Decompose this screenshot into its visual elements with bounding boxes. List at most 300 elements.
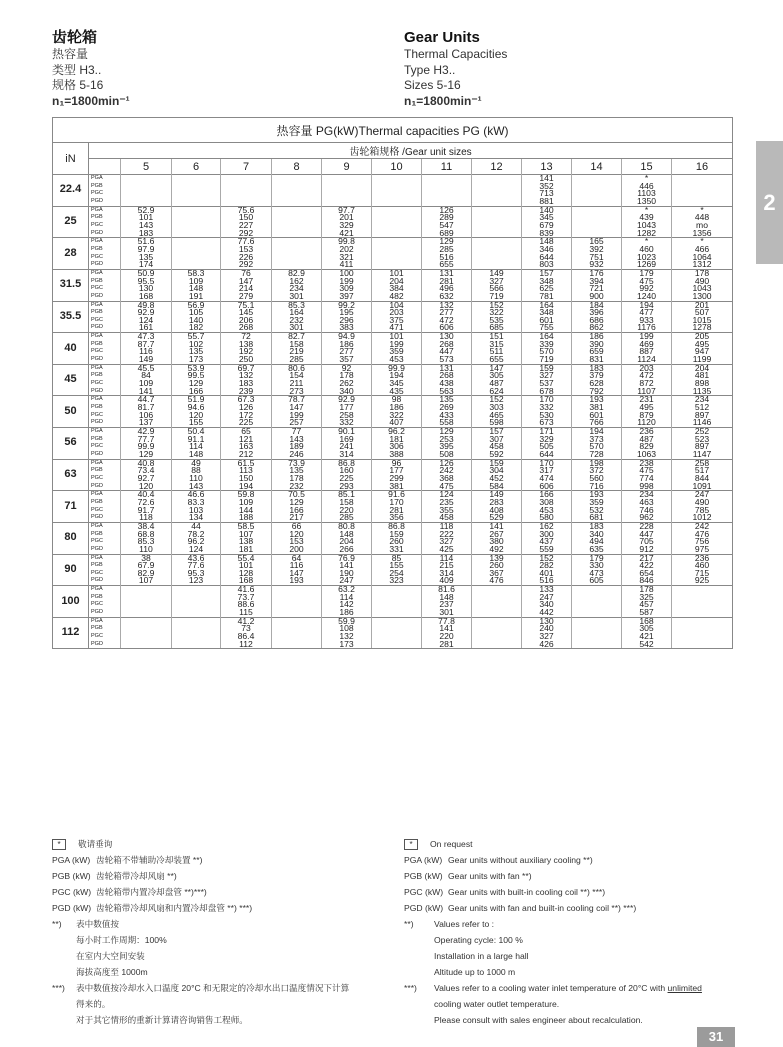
value-cell: 203 xyxy=(372,309,422,317)
value-cell: 77.8 xyxy=(422,617,472,625)
table-row xyxy=(53,451,733,459)
value-cell: 132 xyxy=(322,633,372,641)
value-cell: 194 xyxy=(622,301,672,309)
table-row xyxy=(53,214,733,222)
value-cell: 126 xyxy=(422,459,472,467)
legend-value: 齿轮箱带冷却风扇 **) xyxy=(96,871,177,881)
value-cell: 144 xyxy=(221,507,272,515)
value-cell: 304 xyxy=(472,467,522,475)
value-cell: 141 xyxy=(472,522,522,530)
ratio-cell: 50 xyxy=(53,396,89,428)
value-cell: 142 xyxy=(322,601,372,609)
value-cell: 321 xyxy=(322,254,372,262)
value-cell: 109 xyxy=(221,499,272,507)
table-row xyxy=(53,317,733,325)
capacity-type-label: PGA xyxy=(89,333,121,341)
value-cell xyxy=(372,175,422,183)
value-cell: 73.9 xyxy=(272,459,322,467)
value-cell: 168 xyxy=(121,293,172,301)
value-cell: 254 xyxy=(372,570,422,578)
value-cell: 705 xyxy=(622,538,672,546)
value-cell: 457 xyxy=(622,601,672,609)
value-cell: 168 xyxy=(622,617,672,625)
value-cell: 179 xyxy=(622,269,672,277)
table-row xyxy=(53,309,733,317)
table-row xyxy=(53,333,733,341)
value-cell: 182 xyxy=(172,324,221,332)
value-cell: 644 xyxy=(522,451,572,459)
ratio-cell: 25 xyxy=(53,206,89,238)
value-cell: 238 xyxy=(622,459,672,467)
size-header: 6 xyxy=(172,159,221,175)
value-cell xyxy=(572,206,622,214)
size-header: 9 xyxy=(322,159,372,175)
value-cell: 96.2 xyxy=(172,538,221,546)
value-cell: 181 xyxy=(372,436,422,444)
value-cell xyxy=(572,609,622,617)
value-cell: 85.3 xyxy=(272,301,322,309)
value-cell: 141 xyxy=(522,175,572,183)
value-cell: 77.7 xyxy=(121,436,172,444)
capacity-type-label: PGD xyxy=(89,641,121,649)
capacity-type-label: PGC xyxy=(89,222,121,230)
value-cell xyxy=(372,625,422,633)
value-cell: 80.8 xyxy=(322,522,372,530)
value-cell: 83.3 xyxy=(172,499,221,507)
value-cell: 285 xyxy=(272,356,322,364)
value-cell: 231 xyxy=(622,396,672,404)
value-cell xyxy=(172,246,221,254)
value-cell: 323 xyxy=(372,577,422,585)
value-cell: 178 xyxy=(272,475,322,483)
value-cell: 65 xyxy=(221,428,272,436)
value-cell: 992 xyxy=(622,285,672,293)
value-cell: 220 xyxy=(422,633,472,641)
value-cell: 141 xyxy=(422,625,472,633)
table-row xyxy=(53,419,733,427)
value-cell: 673 xyxy=(522,419,572,427)
value-cell: 107 xyxy=(121,577,172,585)
value-cell: 215 xyxy=(422,562,472,570)
value-cell: 494 xyxy=(572,538,622,546)
value-cell: 348 xyxy=(522,278,572,286)
value-cell: 97.7 xyxy=(322,206,372,214)
value-cell: 1063 xyxy=(622,451,672,459)
value-cell xyxy=(172,594,221,602)
capacity-type-label: PGC xyxy=(89,190,121,198)
value-cell xyxy=(372,190,422,198)
ratio-cell: 80 xyxy=(53,522,89,554)
capacity-type-label: PGA xyxy=(89,396,121,404)
value-cell: 107 xyxy=(221,531,272,539)
table-row xyxy=(53,522,733,530)
value-cell: 102 xyxy=(172,341,221,349)
capacity-type-label: PGB xyxy=(89,372,121,380)
note-text: Values refer to a cooling water inlet temperature of 20°C with xyxy=(434,983,668,993)
value-cell: * xyxy=(672,206,733,214)
value-cell: 194 xyxy=(372,372,422,380)
table-caption: 热容量 PG(kW)Thermal capacities PG (kW) xyxy=(53,118,733,143)
value-cell: 340 xyxy=(322,388,372,396)
value-cell xyxy=(572,198,622,206)
value-cell: 145 xyxy=(221,309,272,317)
table-row xyxy=(53,388,733,396)
value-cell: 469 xyxy=(622,341,672,349)
value-cell: 315 xyxy=(472,341,522,349)
value-cell: 203 xyxy=(622,364,672,372)
ratio-cell: 63 xyxy=(53,459,89,491)
value-cell: 277 xyxy=(422,309,472,317)
value-cell: 194 xyxy=(221,483,272,491)
value-cell: 831 xyxy=(572,356,622,364)
value-cell: 381 xyxy=(572,404,622,412)
value-cell: 52.9 xyxy=(121,206,172,214)
legend-key: PGB (kW) xyxy=(404,871,443,881)
value-cell: 1015 xyxy=(672,317,733,325)
value-cell: 303 xyxy=(472,404,522,412)
value-cell: 912 xyxy=(622,546,672,554)
value-cell xyxy=(472,222,522,230)
value-cell: 135 xyxy=(121,254,172,262)
value-cell: 139 xyxy=(472,554,522,562)
value-cell xyxy=(372,206,422,214)
value-cell: 679 xyxy=(522,222,572,230)
value-cell: 327 xyxy=(472,278,522,286)
value-cell: 601 xyxy=(572,412,622,420)
value-cell xyxy=(372,230,422,238)
value-cell: 112 xyxy=(221,641,272,649)
value-cell: 331 xyxy=(372,546,422,554)
value-cell: 458 xyxy=(422,514,472,522)
value-cell: 104 xyxy=(372,301,422,309)
value-cell: 110 xyxy=(172,475,221,483)
value-cell: 755 xyxy=(522,324,572,332)
value-cell: 719 xyxy=(472,293,522,301)
value-cell: 1356 xyxy=(672,230,733,238)
legend-english xyxy=(404,836,702,1028)
capacity-type-label: PGD xyxy=(89,514,121,522)
value-cell: 151 xyxy=(472,333,522,341)
value-cell: 388 xyxy=(372,451,422,459)
capacity-type-label: PGC xyxy=(89,380,121,388)
note-text: 表中数值按冷却水入口温度 20°C 和无限定的冷却水出口温度情况下计算 xyxy=(76,983,350,993)
table-row xyxy=(53,261,733,269)
value-cell: 1124 xyxy=(622,356,672,364)
value-cell: 72.6 xyxy=(121,499,172,507)
value-cell: 41.6 xyxy=(221,586,272,594)
value-cell xyxy=(672,617,733,625)
value-cell: 219 xyxy=(272,348,322,356)
value-cell xyxy=(172,609,221,617)
value-cell: 566 xyxy=(472,285,522,293)
value-cell: 340 xyxy=(572,531,622,539)
value-cell: 170 xyxy=(522,396,572,404)
value-cell: 120 xyxy=(121,483,172,491)
value-cell: 148 xyxy=(172,451,221,459)
value-cell: 1120 xyxy=(622,419,672,427)
value-cell: 129 xyxy=(422,238,472,246)
value-cell: 296 xyxy=(322,317,372,325)
value-cell: 381 xyxy=(372,483,422,491)
value-cell: 149 xyxy=(472,491,522,499)
value-cell xyxy=(272,609,322,617)
value-cell: 292 xyxy=(221,261,272,269)
value-cell: 149 xyxy=(472,269,522,277)
value-cell: 105 xyxy=(172,309,221,317)
value-cell: 133 xyxy=(522,586,572,594)
value-cell: 490 xyxy=(672,278,733,286)
table-row xyxy=(53,372,733,380)
value-cell: 453 xyxy=(372,356,422,364)
ratio-header: iN xyxy=(53,143,89,175)
value-cell: 140 xyxy=(172,317,221,325)
value-cell: 482 xyxy=(372,293,422,301)
value-cell xyxy=(572,190,622,198)
value-cell: 227 xyxy=(221,222,272,230)
on-request-mark: * xyxy=(404,839,418,850)
value-cell: 1147 xyxy=(672,451,733,459)
table-row xyxy=(53,324,733,332)
value-cell: 235 xyxy=(422,499,472,507)
value-cell: 96 xyxy=(372,459,422,467)
value-cell xyxy=(472,594,522,602)
value-cell: 217 xyxy=(272,514,322,522)
value-cell: 64 xyxy=(272,554,322,562)
value-cell: 477 xyxy=(622,309,672,317)
value-cell: 844 xyxy=(672,475,733,483)
value-cell xyxy=(272,641,322,649)
legend-key: PGA (kW) xyxy=(404,855,443,865)
value-cell: 170 xyxy=(372,499,422,507)
section-tab: 2 xyxy=(756,141,783,264)
value-cell xyxy=(472,190,522,198)
value-cell: 447 xyxy=(422,348,472,356)
value-cell: 55.7 xyxy=(172,333,221,341)
capacity-type-label: PGD xyxy=(89,483,121,491)
value-cell: 728 xyxy=(572,451,622,459)
value-cell: 95.5 xyxy=(121,278,172,286)
value-cell xyxy=(472,617,522,625)
capacity-type-label: PGD xyxy=(89,230,121,238)
value-cell: 44 xyxy=(172,522,221,530)
value-cell xyxy=(272,222,322,230)
value-cell: 495 xyxy=(672,341,733,349)
value-cell: 601 xyxy=(522,317,572,325)
value-cell: 932 xyxy=(572,261,622,269)
size-header: 10 xyxy=(372,159,422,175)
value-cell: 132 xyxy=(221,372,272,380)
capacity-type-label: PGB xyxy=(89,531,121,539)
value-cell xyxy=(672,586,733,594)
value-cell: 327 xyxy=(522,372,572,380)
value-cell: 205 xyxy=(672,333,733,341)
value-cell: 106 xyxy=(121,412,172,420)
value-cell: 101 xyxy=(221,562,272,570)
value-cell: 121 xyxy=(221,436,272,444)
capacity-type-label: PGB xyxy=(89,309,121,317)
value-cell: 325 xyxy=(622,594,672,602)
legend-key: PGC (kW) xyxy=(404,887,444,897)
value-cell: 148 xyxy=(422,594,472,602)
capacity-type-label: PGC xyxy=(89,285,121,293)
ratio-cell: 28 xyxy=(53,238,89,270)
value-cell: 38.4 xyxy=(121,522,172,530)
value-cell xyxy=(572,641,622,649)
value-cell: 174 xyxy=(121,261,172,269)
value-cell: 475 xyxy=(622,278,672,286)
value-cell xyxy=(472,609,522,617)
value-cell: 1350 xyxy=(622,198,672,206)
value-cell: 164 xyxy=(272,309,322,317)
legend-chinese xyxy=(52,836,349,1028)
value-cell: 147 xyxy=(272,404,322,412)
value-cell: 40.4 xyxy=(121,491,172,499)
value-cell: 411 xyxy=(322,261,372,269)
table-row xyxy=(53,230,733,238)
value-cell xyxy=(472,641,522,649)
value-cell: 170 xyxy=(522,459,572,467)
table-row xyxy=(53,301,733,309)
value-cell: 397 xyxy=(322,293,372,301)
value-cell: 1043 xyxy=(672,285,733,293)
value-cell: 580 xyxy=(522,514,572,522)
value-cell: 242 xyxy=(672,522,733,530)
value-cell: 177 xyxy=(322,404,372,412)
value-cell: 234 xyxy=(272,285,322,293)
value-cell: 425 xyxy=(422,546,472,554)
value-cell: 124 xyxy=(121,317,172,325)
value-cell: 53.9 xyxy=(172,364,221,372)
speed-en: n₁=1800min⁻¹ xyxy=(404,93,482,108)
subtitle-cn: 热容量 xyxy=(52,47,89,61)
value-cell: 152 xyxy=(522,554,572,562)
value-cell: 426 xyxy=(522,641,572,649)
value-cell: 232 xyxy=(272,317,322,325)
value-cell: 792 xyxy=(572,388,622,396)
value-cell: 82.7 xyxy=(272,333,322,341)
value-cell: 481 xyxy=(672,372,733,380)
value-cell: 476 xyxy=(472,577,522,585)
value-cell: 472 xyxy=(422,317,472,325)
value-cell: 138 xyxy=(221,538,272,546)
value-cell xyxy=(272,183,322,191)
value-cell xyxy=(272,601,322,609)
capacity-type-label: PGB xyxy=(89,404,121,412)
value-cell xyxy=(472,254,522,262)
value-cell: 67.3 xyxy=(221,396,272,404)
size-header: 15 xyxy=(622,159,672,175)
value-cell: 505 xyxy=(522,443,572,451)
value-cell: 115 xyxy=(221,609,272,617)
value-cell: 1278 xyxy=(672,324,733,332)
value-cell: 1043 xyxy=(622,222,672,230)
value-cell: 43.6 xyxy=(172,554,221,562)
sizes-en: Sizes 5-16 xyxy=(404,78,461,92)
value-cell xyxy=(121,625,172,633)
legend-key: PGA (kW) xyxy=(52,855,91,865)
on-request-mark: * xyxy=(52,839,66,850)
capacity-type-label: PGC xyxy=(89,443,121,451)
value-cell xyxy=(172,198,221,206)
value-cell: 99.5 xyxy=(172,372,221,380)
value-cell xyxy=(372,246,422,254)
legend-value: Gear units with fan and built-in cooling coil **) ***) xyxy=(448,903,637,913)
value-cell: 118 xyxy=(121,514,172,522)
value-cell: 273 xyxy=(272,388,322,396)
value-cell: 1103 xyxy=(622,190,672,198)
value-cell: 785 xyxy=(672,507,733,515)
size-header: 13 xyxy=(522,159,572,175)
value-cell: 496 xyxy=(422,285,472,293)
value-cell: 168 xyxy=(221,577,272,585)
value-cell: 1282 xyxy=(622,230,672,238)
value-cell xyxy=(172,222,221,230)
value-cell: 152 xyxy=(472,301,522,309)
value-cell: * xyxy=(622,175,672,183)
value-cell: 473 xyxy=(572,570,622,578)
value-cell: 330 xyxy=(572,562,622,570)
value-cell xyxy=(672,609,733,617)
value-cell: 129 xyxy=(272,499,322,507)
value-cell: 59.9 xyxy=(322,617,372,625)
value-cell: 713 xyxy=(522,190,572,198)
value-cell: 301 xyxy=(272,293,322,301)
value-cell: 492 xyxy=(472,546,522,554)
value-cell: 605 xyxy=(572,577,622,585)
value-cell: 606 xyxy=(522,483,572,491)
value-cell: 183 xyxy=(572,364,622,372)
value-cell: 282 xyxy=(522,562,572,570)
capacity-type-label: PGA xyxy=(89,491,121,499)
value-cell: 407 xyxy=(372,419,422,427)
value-cell: 135 xyxy=(172,348,221,356)
capacity-type-label: PGD xyxy=(89,577,121,585)
value-cell: 872 xyxy=(622,380,672,388)
value-cell xyxy=(221,183,272,191)
value-cell: 204 xyxy=(322,538,372,546)
value-cell: mo xyxy=(672,222,733,230)
value-cell: 178 xyxy=(322,372,372,380)
value-cell: 1176 xyxy=(622,324,672,332)
value-cell: 947 xyxy=(672,348,733,356)
capacity-type-label: PGA xyxy=(89,175,121,183)
value-cell: 466 xyxy=(672,246,733,254)
value-cell: 155 xyxy=(372,562,422,570)
value-cell xyxy=(322,175,372,183)
value-cell: 91.6 xyxy=(372,491,422,499)
value-cell: 44.7 xyxy=(121,396,172,404)
value-cell: 73 xyxy=(221,625,272,633)
note-line: cooling water outlet temperature. xyxy=(434,999,560,1009)
capacity-type-label: PGB xyxy=(89,562,121,570)
value-cell: 345 xyxy=(522,214,572,222)
value-cell: 246 xyxy=(272,451,322,459)
table-row xyxy=(53,278,733,286)
value-cell: 1240 xyxy=(622,293,672,301)
capacity-type-label: PGA xyxy=(89,554,121,562)
value-cell: 159 xyxy=(472,459,522,467)
value-cell: 281 xyxy=(422,278,472,286)
value-cell: 126 xyxy=(422,206,472,214)
value-cell xyxy=(272,230,322,238)
value-cell: 598 xyxy=(472,419,522,427)
table-row xyxy=(53,428,733,436)
note-line: 对于其它情形的重新计算请咨询销售工程师。 xyxy=(76,1015,248,1025)
value-cell: 163 xyxy=(221,443,272,451)
value-cell: 161 xyxy=(121,324,172,332)
capacity-type-label: PGB xyxy=(89,625,121,633)
value-cell: 659 xyxy=(572,348,622,356)
